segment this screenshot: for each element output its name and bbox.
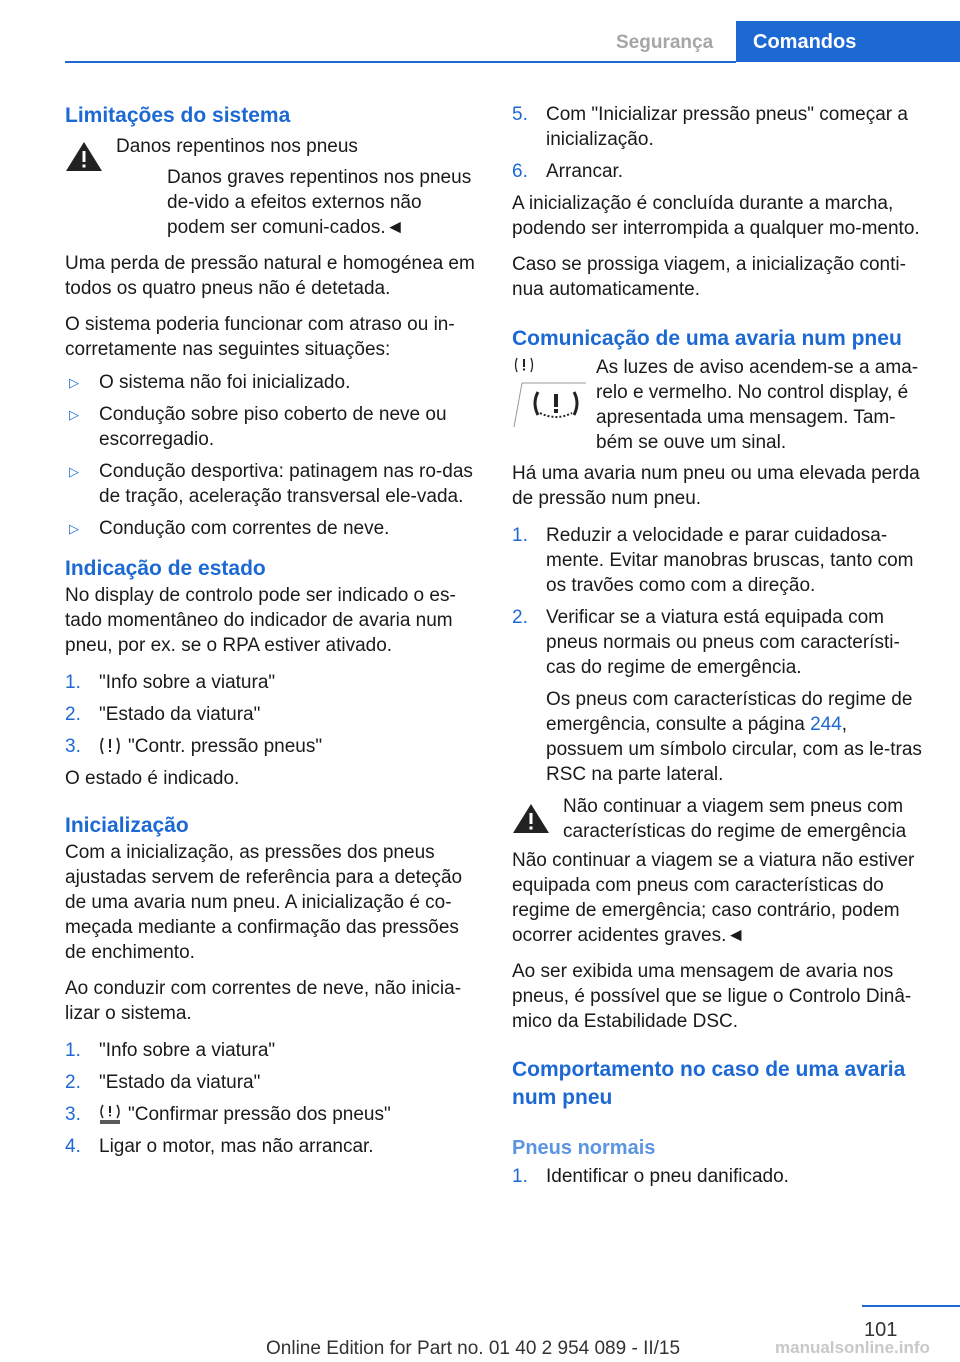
triangle-bullet-icon: ▷: [69, 407, 79, 422]
list-item: [65, 402, 476, 452]
warning-block: [512, 794, 928, 844]
paragraph: Ao ser exibida uma mensagem de avaria nos pneus, é possível que se ligue o Controlo Dinâ-mico da Estabilidade DSC.: [512, 961, 912, 1032]
list-item: 2. "Estado da viatura": [65, 1072, 261, 1093]
heading-limits: Limitações do sistema: [65, 104, 291, 127]
list-item-text: Verificar se a viatura está equipada com pneus normais ou pneus com característi-cas do regime de emergência.: [546, 607, 900, 678]
paragraph: O sistema poderia funcionar com atraso ou in-corretamente nas seguintes situações:: [65, 314, 455, 360]
list-item-text: "Info sobre a viatura": [99, 1040, 276, 1061]
warning-triangle-icon: [65, 140, 103, 172]
numbered-list: [512, 1164, 928, 1189]
list-item-text: Ligar o motor, mas não arrancar.: [99, 1136, 374, 1157]
list-item: 1. Reduzir a velocidade e parar cuidadosa-mente. Evitar manobras bruscas, tanto com os travões como com a direção.: [512, 525, 914, 596]
list-item: [65, 370, 476, 395]
header-rule: [65, 61, 736, 63]
warning-title: Não continuar a viagem sem pneus com características do regime de emergência: [563, 796, 907, 842]
heading-normal-tires: Pneus normais: [512, 1137, 656, 1159]
list-item: 3. "Contr. pressão pneus": [65, 736, 323, 757]
list-item: 2. Verificar se a viatura está equipada com pneus normais ou pneus com característi-cas do regime de emergência. Os pneus com características do regime de emergência, consulte a página 244, possuem um símbolo circular, com as le-tras RSC na parte lateral.: [512, 605, 928, 787]
list-item-text: "Estado da viatura": [99, 1072, 261, 1093]
warning-triangle-icon: [512, 802, 550, 834]
tire-pressure-icon: [98, 735, 122, 757]
warning-body: [116, 165, 476, 240]
list-item: 1. Identificar o pneu danificado.: [512, 1166, 789, 1187]
triangle-bullet-icon: ▷: [69, 375, 79, 390]
numbered-list: [512, 523, 928, 787]
left-column: [65, 102, 476, 1166]
heading-behavior: Comportamento no caso de uma avaria num pneu: [512, 1058, 906, 1109]
list-item-text: "Confirmar pressão dos pneus": [128, 1104, 391, 1125]
tire-warning-lights-icon: [512, 355, 588, 433]
triangle-bullet-icon: ▷: [69, 521, 79, 536]
heading-status: Indicação de estado: [65, 557, 266, 580]
list-item-text: Identificar o pneu danificado.: [546, 1166, 789, 1187]
header-tab-label: Comandos: [753, 31, 857, 53]
list-item: 1. "Info sobre a viatura": [65, 1040, 276, 1061]
warning-block: [65, 134, 476, 240]
list-item-text: Condução com correntes de neve.: [99, 518, 390, 539]
list-item: 1. "Info sobre a viatura": [65, 672, 276, 693]
list-item-text: "Estado da viatura": [99, 704, 261, 725]
footer-rule: [862, 1305, 960, 1307]
header-section: Segurança: [616, 32, 714, 53]
list-item: 5. Com "Inicializar pressão pneus" começar a inicialização.: [512, 104, 908, 150]
list-item-text: O sistema não foi inicializado.: [99, 372, 351, 393]
triangle-bullet-icon: ▷: [69, 464, 79, 479]
paragraph: No display de controlo pode ser indicado o es-tado momentâneo do indicador de avaria num pneu, por ex. se o RPA estiver ativado.: [65, 585, 456, 656]
list-item: 6. Arrancar.: [512, 161, 624, 182]
list-item-text: "Contr. pressão pneus": [128, 736, 323, 757]
tire-reset-icon: [98, 1103, 122, 1125]
right-column: [512, 102, 928, 1196]
numbered-list: [65, 670, 476, 759]
warning-title: Danos repentinos nos pneus: [116, 136, 358, 157]
numbered-list: [65, 1038, 476, 1159]
edition-note: Online Edition for Part no. 01 40 2 954 089 - II/15: [266, 1338, 681, 1359]
list-item: 3. "Confirmar pressão dos pneus": [65, 1104, 391, 1125]
paragraph: Há uma avaria num pneu ou uma elevada perda de pressão num pneu.: [512, 463, 920, 509]
heading-report: Comunicação de uma avaria num pneu: [512, 327, 902, 350]
paragraph: Ao conduzir com correntes de neve, não inicia-lizar o sistema.: [65, 978, 462, 1024]
warning-body: Não continuar a viagem se a viatura não estiver equipada com pneus com características do regime de emergência; caso contrário, podem ocorrer acidentes graves.◄: [512, 850, 915, 946]
list-item-note: Os pneus com características do regime de emergência, consulte a página 244, possuem um símbolo circular, com as le-tras RSC na parte lateral.: [546, 689, 922, 785]
page-number: 101: [864, 1319, 898, 1341]
warning-body-text: Danos graves repentinos nos pneus de-vido a efeitos externos não podem ser comuni-cados.◄: [167, 167, 472, 238]
paragraph: Com a inicialização, as pressões dos pneus ajustadas servem de referência para a deteção de uma avaria num pneu. A inicialização é co-meçada mediante a confirmação das pressões de enchimento.: [65, 842, 463, 963]
paragraph: As luzes de aviso acendem-se a ama-relo e vermelho. No control display, é apresentada uma mensagem. Tam-bém se ouve um sinal.: [596, 357, 919, 453]
list-item: [65, 516, 476, 541]
list-item: [65, 459, 476, 509]
list-item-text: Condução sobre piso coberto de neve ou escorregadio.: [99, 404, 447, 450]
tire-warning-block: [512, 355, 928, 455]
list-item: 4. Ligar o motor, mas não arrancar.: [65, 1136, 374, 1157]
header-tab: [736, 21, 960, 62]
paragraph: A inicialização é concluída durante a marcha, podendo ser interrompida a qualquer mo-mento.: [512, 193, 920, 239]
page-link[interactable]: 244: [810, 714, 842, 735]
list-item-text: Com "Inicializar pressão pneus" começar a inicialização.: [546, 104, 908, 150]
watermark: manualsonline.info: [775, 1338, 930, 1357]
list-item-text: Arrancar.: [546, 161, 624, 182]
paragraph: O estado é indicado.: [65, 768, 240, 789]
list-item: 2. "Estado da viatura": [65, 704, 261, 725]
list-item-text: "Info sobre a viatura": [99, 672, 276, 693]
list-item-text: Reduzir a velocidade e parar cuidadosa-mente. Evitar manobras bruscas, tanto com os travões como com a direção.: [546, 525, 914, 596]
paragraph: Caso se prossiga viagem, a inicialização conti-nua automaticamente.: [512, 254, 906, 300]
heading-init: Inicialização: [65, 814, 189, 837]
bullet-list: [65, 370, 476, 541]
list-item-text: Condução desportiva: patinagem nas ro-das de tração, aceleração transversal ele-vada.: [99, 461, 473, 507]
numbered-list: [512, 102, 928, 184]
paragraph: Uma perda de pressão natural e homogénea em todos os quatro pneus não é detetada.: [65, 253, 475, 299]
